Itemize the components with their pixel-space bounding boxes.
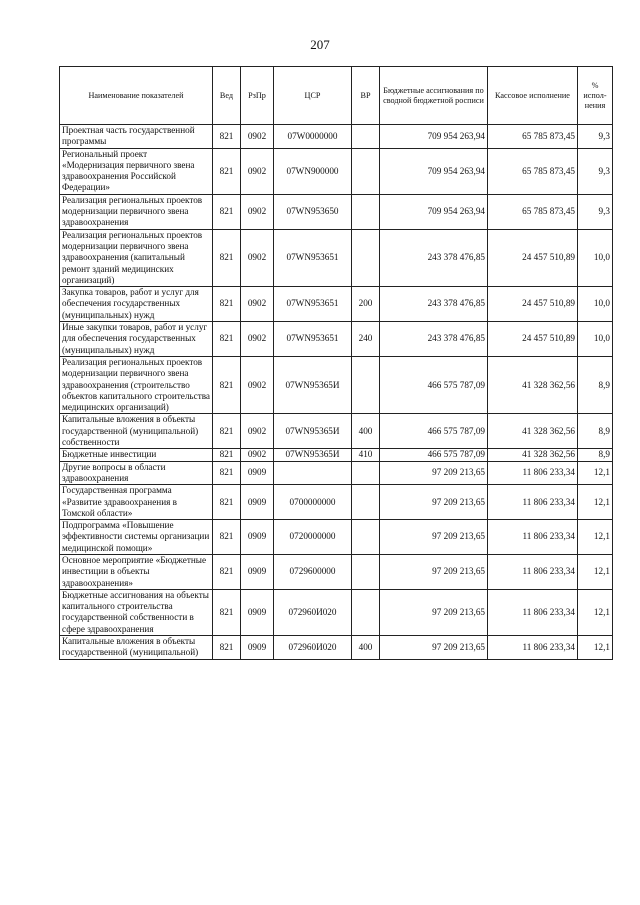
cell-csr: 07WN953651	[274, 229, 352, 286]
cell-pct: 8,9	[578, 414, 613, 449]
cell-ved: 821	[213, 520, 241, 555]
cell-cash: 41 328 362,56	[488, 449, 578, 461]
cell-name: Реализация региональных проектов модернизации первичного звена здравоохранения	[60, 194, 213, 229]
cell-ved: 821	[213, 414, 241, 449]
cell-name: Капитальные вложения в объекты государственной (муниципальной) собственности	[60, 414, 213, 449]
cell-budget: 97 209 213,65	[380, 589, 488, 635]
cell-csr: 07WN900000	[274, 148, 352, 194]
cell-name: Иные закупки товаров, работ и услуг для обеспечения государственных (муниципальных) нужд	[60, 322, 213, 357]
cell-name: Другие вопросы в области здравоохранения	[60, 461, 213, 485]
cell-rzpr: 0902	[241, 125, 274, 149]
header-vr: ВР	[352, 67, 380, 125]
cell-vr	[352, 589, 380, 635]
cell-rzpr: 0902	[241, 194, 274, 229]
cell-vr: 400	[352, 414, 380, 449]
cell-ved: 821	[213, 356, 241, 413]
cell-vr: 410	[352, 449, 380, 461]
table-row	[60, 287, 613, 322]
cell-rzpr: 0902	[241, 322, 274, 357]
cell-cash: 41 328 362,56	[488, 414, 578, 449]
cell-ved: 821	[213, 148, 241, 194]
cell-rzpr: 0909	[241, 589, 274, 635]
table-body	[60, 125, 613, 660]
cell-cash: 65 785 873,45	[488, 194, 578, 229]
header-row	[60, 67, 613, 125]
cell-pct: 9,3	[578, 148, 613, 194]
cell-ved: 821	[213, 636, 241, 660]
cell-cash: 24 457 510,89	[488, 229, 578, 286]
cell-pct: 10,0	[578, 287, 613, 322]
cell-pct: 9,3	[578, 194, 613, 229]
cell-vr: 200	[352, 287, 380, 322]
cell-rzpr: 0902	[241, 356, 274, 413]
cell-budget: 97 209 213,65	[380, 520, 488, 555]
cell-cash: 41 328 362,56	[488, 356, 578, 413]
cell-pct: 10,0	[578, 229, 613, 286]
table-row	[60, 125, 613, 149]
cell-csr: 07WN953651	[274, 322, 352, 357]
cell-rzpr: 0902	[241, 414, 274, 449]
cell-pct: 12,1	[578, 461, 613, 485]
cell-budget: 709 954 263,94	[380, 148, 488, 194]
cell-rzpr: 0909	[241, 520, 274, 555]
table-row	[60, 229, 613, 286]
header-pct: % испол-нения	[578, 67, 613, 125]
cell-cash: 11 806 233,34	[488, 485, 578, 520]
header-rzpr: РзПр	[241, 67, 274, 125]
cell-pct: 12,1	[578, 520, 613, 555]
cell-name: Бюджетные ассигнования на объекты капитального строительства государственной собственности в сфере здравоохранения	[60, 589, 213, 635]
cell-pct: 12,1	[578, 485, 613, 520]
cell-vr	[352, 356, 380, 413]
header-csr: ЦСР	[274, 67, 352, 125]
cell-csr: 07WN953651	[274, 287, 352, 322]
cell-budget: 466 575 787,09	[380, 414, 488, 449]
cell-pct: 12,1	[578, 636, 613, 660]
cell-vr	[352, 125, 380, 149]
cell-cash: 65 785 873,45	[488, 125, 578, 149]
cell-csr: 07WN953650	[274, 194, 352, 229]
cell-pct: 9,3	[578, 125, 613, 149]
cell-cash: 11 806 233,34	[488, 589, 578, 635]
cell-ved: 821	[213, 461, 241, 485]
page-number: 207	[310, 37, 330, 52]
cell-csr: 072960И020	[274, 636, 352, 660]
cell-name: Проектная часть государственной программы	[60, 125, 213, 149]
cell-vr: 240	[352, 322, 380, 357]
cell-vr	[352, 229, 380, 286]
cell-csr: 07WN95365И	[274, 449, 352, 461]
cell-pct: 12,1	[578, 554, 613, 589]
cell-cash: 65 785 873,45	[488, 148, 578, 194]
cell-csr: 0729600000	[274, 554, 352, 589]
cell-budget: 466 575 787,09	[380, 449, 488, 461]
cell-ved: 821	[213, 194, 241, 229]
cell-name: Бюджетные инвестиции	[60, 449, 213, 461]
table-row	[60, 414, 613, 449]
cell-ved: 821	[213, 589, 241, 635]
cell-name: Основное мероприятие «Бюджетные инвестиции в объекты здравоохранения»	[60, 554, 213, 589]
cell-ved: 821	[213, 229, 241, 286]
cell-vr	[352, 148, 380, 194]
cell-name: Реализация региональных проектов модернизации первичного звена здравоохранения (капитальный ремонт зданий медицинских организаций)	[60, 229, 213, 286]
cell-vr	[352, 194, 380, 229]
cell-budget: 243 378 476,85	[380, 322, 488, 357]
table-row	[60, 485, 613, 520]
cell-ved: 821	[213, 485, 241, 520]
cell-pct: 12,1	[578, 589, 613, 635]
cell-cash: 24 457 510,89	[488, 287, 578, 322]
table-row	[60, 554, 613, 589]
table-row	[60, 461, 613, 485]
table-row	[60, 194, 613, 229]
cell-cash: 24 457 510,89	[488, 322, 578, 357]
cell-csr: 07WN95365И	[274, 356, 352, 413]
cell-pct: 10,0	[578, 322, 613, 357]
cell-rzpr: 0902	[241, 229, 274, 286]
cell-budget: 243 378 476,85	[380, 229, 488, 286]
table-row	[60, 589, 613, 635]
table-row	[60, 148, 613, 194]
cell-budget: 466 575 787,09	[380, 356, 488, 413]
cell-name: Региональный проект «Модернизация первичного звена здравоохранения Российской Федерации»	[60, 148, 213, 194]
cell-name: Подпрограмма «Повышение эффективности системы организации медицинской помощи»	[60, 520, 213, 555]
cell-ved: 821	[213, 449, 241, 461]
header-name: Наименование показателей	[60, 67, 213, 125]
cell-pct: 8,9	[578, 356, 613, 413]
table-row	[60, 322, 613, 357]
cell-cash: 11 806 233,34	[488, 520, 578, 555]
cell-ved: 821	[213, 554, 241, 589]
cell-ved: 821	[213, 322, 241, 357]
cell-ved: 821	[213, 287, 241, 322]
cell-budget: 709 954 263,94	[380, 194, 488, 229]
cell-pct: 8,9	[578, 449, 613, 461]
cell-name: Капитальные вложения в объекты государственной (муниципальной)	[60, 636, 213, 660]
cell-rzpr: 0909	[241, 554, 274, 589]
cell-cash: 11 806 233,34	[488, 461, 578, 485]
header-cash: Кассовое исполнение	[488, 67, 578, 125]
cell-rzpr: 0902	[241, 449, 274, 461]
cell-rzpr: 0909	[241, 485, 274, 520]
table-row	[60, 449, 613, 461]
cell-csr: 0700000000	[274, 485, 352, 520]
cell-name: Реализация региональных проектов модернизации первичного звена здравоохранения (строительство объектов капитального строительства медицинских организаций)	[60, 356, 213, 413]
cell-cash: 11 806 233,34	[488, 554, 578, 589]
cell-cash: 11 806 233,34	[488, 636, 578, 660]
cell-vr	[352, 554, 380, 589]
budget-execution-table	[59, 66, 613, 660]
cell-rzpr: 0909	[241, 636, 274, 660]
table-row	[60, 636, 613, 660]
cell-budget: 97 209 213,65	[380, 461, 488, 485]
cell-name: Государственная программа «Развитие здравоохранения в Томской области»	[60, 485, 213, 520]
cell-ved: 821	[213, 125, 241, 149]
table-row	[60, 356, 613, 413]
cell-rzpr: 0909	[241, 461, 274, 485]
cell-csr: 0720000000	[274, 520, 352, 555]
cell-budget: 709 954 263,94	[380, 125, 488, 149]
cell-vr: 400	[352, 636, 380, 660]
header-ved: Вед	[213, 67, 241, 125]
cell-csr: 072960И020	[274, 589, 352, 635]
cell-rzpr: 0902	[241, 287, 274, 322]
cell-vr	[352, 520, 380, 555]
cell-csr: 07WN95365И	[274, 414, 352, 449]
cell-vr	[352, 461, 380, 485]
header-budget: Бюджетные ассигнования по сводной бюджетной росписи	[380, 67, 488, 125]
cell-name: Закупка товаров, работ и услуг для обеспечения государственных (муниципальных) нужд	[60, 287, 213, 322]
cell-budget: 243 378 476,85	[380, 287, 488, 322]
cell-csr: 07W0000000	[274, 125, 352, 149]
cell-budget: 97 209 213,65	[380, 485, 488, 520]
cell-rzpr: 0902	[241, 148, 274, 194]
cell-budget: 97 209 213,65	[380, 636, 488, 660]
cell-budget: 97 209 213,65	[380, 554, 488, 589]
cell-vr	[352, 485, 380, 520]
table-row	[60, 520, 613, 555]
cell-csr	[274, 461, 352, 485]
